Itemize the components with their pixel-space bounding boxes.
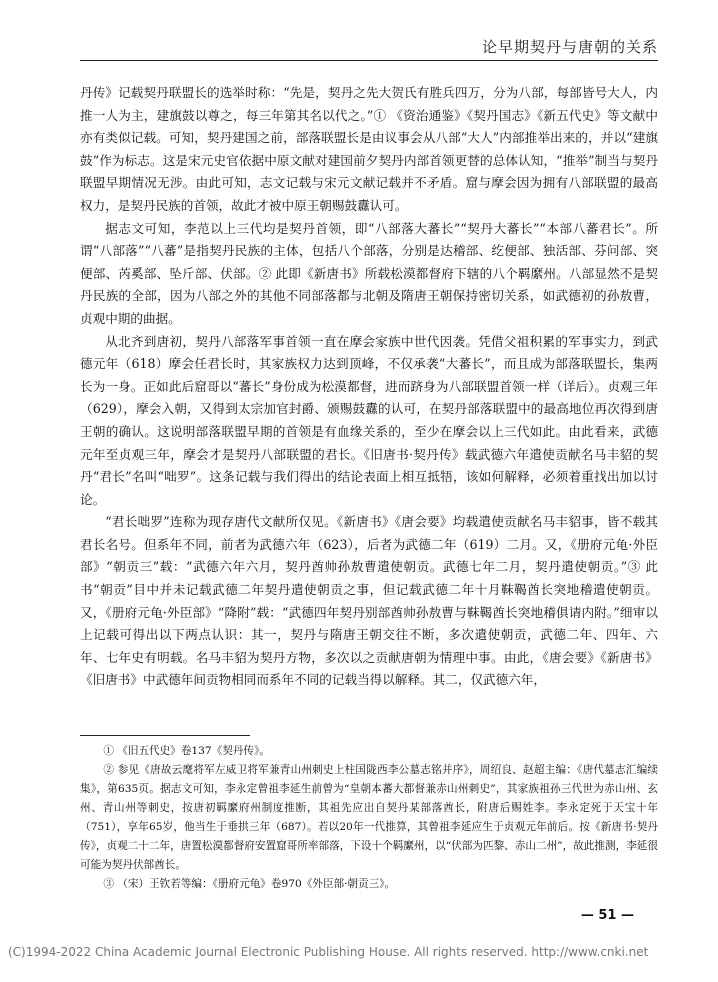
footnote: ③ （宋）王钦若等编：《册府元龟》卷970《外臣部·朝贡三》。 [103, 878, 396, 890]
footnotes [80, 742, 658, 894]
article-body [80, 82, 658, 692]
body-paragraph: “君长咄罗”连称为现存唐代文献所仅见。《新唐书》《唐会要》均载遣使贡献名马丰貂事，皆不载其君长名号。但系年不同，前者为武德六年（623），后者为武德二年（619）二月。又，《册府元龟·外臣部》“朝贡三”载：“武德六年六月，契丹酋帅孙敖曹遣使朝贡。武德七年二月，契丹遣使朝贡。”③ 此书“朝贡”目中并未记载武德二年契丹遣使朝贡之事，但记载武德二年十月靺鞨酋长突地稽遣使朝贡。又，《册府元龟·外臣部》“降附”载：“武德四年契丹别部酋帅孙敖曹与靺鞨酋长突地稽俱请内附。”细审以上记载可得出以下两点认识：其一，契丹与隋唐王朝交往不断，多次遣使朝贡，武德二年、四年、六年、七年史有明载。名马丰貂为契丹方物，多次以之贡献唐朝为情理中事。由此，《唐会要》《新唐书》《旧唐书》中武德年间贡物相同而系年不同的记载当得以解释。其二，仅武德六年， [80, 514, 658, 688]
footnote: ① 《旧五代史》卷137《契丹传》。 [103, 745, 270, 757]
body-paragraph: 据志文可知，李范以上三代均是契丹首领，即“八部落大蕃长”“契丹大蕃长”“本部八蕃君长”。所谓“八部落”“八蕃”是指契丹民族的主体，包括八个部落，分别是达稽部、纥便部、独活部、芬问部、突便部、芮奚部、坠斤部、伏部。② 此即《新唐书》所载松漠都督府下辖的八个羁縻州。八部显然不是契丹民族的全部，因为八部之外的其他不同部落都与北朝及隋唐王朝保持密切关系，如武德初的孙敖曹，贞观中期的曲据。 [80, 220, 658, 326]
running-header [80, 22, 658, 61]
copyright-footer: (C)1994-2022 China Academic Journal Electronic Publishing House. All rights reserved. http://www.cnki.net [8, 945, 649, 959]
body-paragraph: 丹传》记载契丹联盟长的选举时称：“先是，契丹之先大贺氏有胜兵四万，分为八部，每部皆号大人，内推一人为主，建旗鼓以尊之，每三年第其名以代之。”① 《资治通鉴》《契丹国志》《新五代史》等文献中亦有类似记载。可知，契丹建国之前，部落联盟长是由议事会从八部“大人”内部推举出来的，并以“建旗鼓”作为标志。这是宋元史官依据中原文献对建国前夕契丹内部首领更替的总体认知，“推举”制当与契丹联盟早期情况无涉。由此可知，志文记载与宋元文献记载并不矛盾。窟与摩会因为拥有八部联盟的最高权力，是契丹民族的首领，故此才被中原王朝赐鼓纛认可。 [80, 85, 658, 213]
page-number: — 51 — [580, 908, 634, 923]
body-paragraph: 从北齐到唐初，契丹八部落军事首领一直在摩会家族中世代因袭。凭借父祖积累的军事实力，到武德元年（618）摩会任君长时，其家族权力达到顶峰，不仅承袭“大蕃长”，而且成为部落联盟长，集两长为一身。正如此后窟哥以“蕃长”身份成为松漠都督，进而跻身为八部联盟首领一样（详后）。贞观三年（629），摩会入朝，又得到太宗加官封爵、颁赐鼓纛的认可，在契丹部落联盟中的最高地位再次得到唐王朝的确认。这说明部落联盟早期的首领是有血缘关系的，至少在摩会以上三代如此。由此看来，武德元年至贞观三年，摩会才是契丹八部联盟的君长。《旧唐书·契丹传》载武德六年遣使贡献名马丰貂的契丹“君长”名叫“咄罗”。这条记载与我们得出的结论表面上相互抵牾，该如何解释，必须着重找出加以讨论。 [80, 333, 658, 507]
footnote: ② 参见《唐故云麾将军左威卫将军兼青山州刺史上柱国陇西李公墓志铭并序》，周绍良、赵超主编：《唐代墓志汇编续集》，第635页。据志文可知，李永定曾祖李延生前曾为“皇朝本蕃大都督兼赤山州刺史”，其家族祖孙三代世为赤山州、玄州、青山州等刺史，按唐初羁縻府州制度推断，其祖先应出自契丹某部落酋长，附唐后赐姓李。李永定死于天宝十年（751），享年65岁，他当生于垂拱三年（687）。若以20年一代推算，其曾祖李延应生于贞观元年前后。按《新唐书·契丹传》，贞观二十二年，唐置松漠都督府安置窟哥所率部落，下设十个羁縻州，以“伏部为匹黎、赤山二州”，故此推测，李延很可能为契丹伏部酋长。 [80, 764, 658, 871]
journal-section-title: 论早期契丹与唐朝的关系 [481, 38, 658, 56]
footnote-separator [80, 735, 250, 736]
